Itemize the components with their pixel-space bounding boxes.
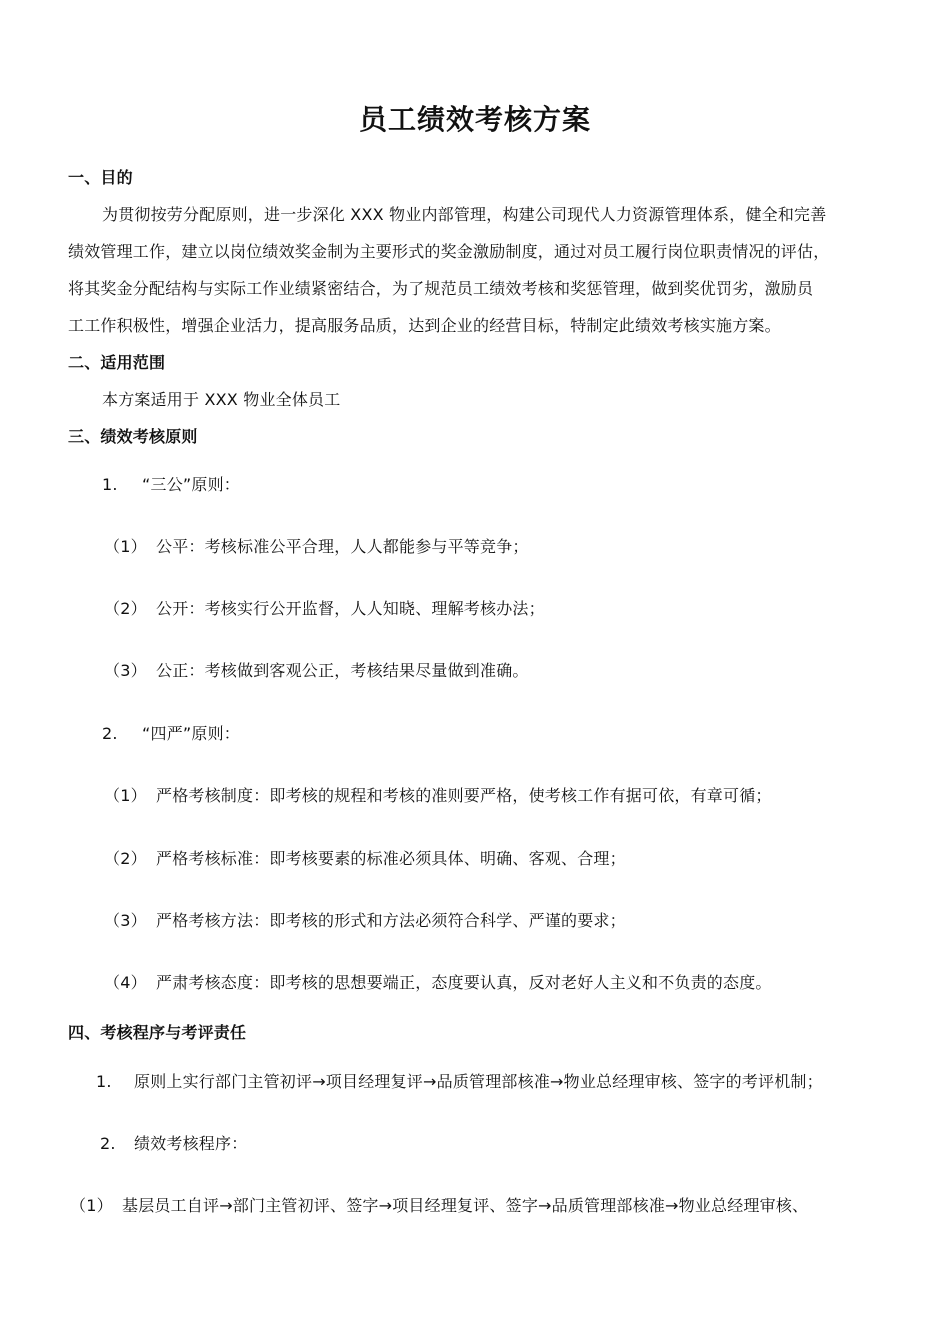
principle-2-item-1-text: 严格考核制度：即考核的规程和考核的准则要严格，使考核工作有据可依，有章可循；: [156, 786, 772, 805]
principle-2-item-2-number: （2）: [104, 849, 147, 868]
purpose-paragraph-line: 绩效管理工作，建立以岗位绩效奖金制为主要形式的奖金激励制度，通过对员工履行岗位职责情况的评估，: [68, 242, 830, 261]
purpose-paragraph-line: 为贯彻按劳分配原则，进一步深化 XXX 物业内部管理，构建公司现代人力资源管理体系，健全和完善: [102, 205, 827, 224]
principle-2-item-1-number: （1）: [104, 786, 147, 805]
principle-2-item-3-text: 严格考核方法：即考核的形式和方法必须符合科学、严谨的要求；: [156, 911, 626, 930]
section-heading-purpose: 一、目的: [68, 168, 133, 187]
purpose-paragraph-line: 将其奖金分配结构与实际工作业绩紧密结合，为了规范员工绩效考核和奖惩管理，做到奖优罚劣，激励员: [68, 279, 814, 298]
principle-2-item-3-number: （3）: [104, 911, 147, 930]
principle-2-number: 2.: [102, 724, 118, 743]
principle-1-item-3-number: （3）: [104, 661, 147, 680]
principle-1-item-1-number: （1）: [104, 537, 147, 556]
principle-2-label: “四严”原则：: [142, 724, 240, 743]
principle-1-item-3-text: 公正：考核做到客观公正，考核结果尽量做到准确。: [156, 661, 529, 680]
document-title: 员工绩效考核方案: [358, 103, 591, 136]
principle-1-item-2-number: （2）: [104, 599, 147, 618]
procedure-item-1-text: 原则上实行部门主管初评→项目经理复评→品质管理部核准→物业总经理审核、签字的考评机制；: [134, 1072, 823, 1091]
principle-1-number: 1.: [102, 475, 118, 494]
procedure-item-2-text: 绩效考核程序：: [134, 1134, 248, 1153]
scope-paragraph: 本方案适用于 XXX 物业全体员工: [102, 390, 341, 409]
section-heading-procedure: 四、考核程序与考评责任: [68, 1023, 247, 1042]
procedure-item-2-number: 2.: [100, 1134, 116, 1153]
procedure-sub-1-text: 基层员工自评→部门主管初评、签字→项目经理复评、签字→品质管理部核准→物业总经理审核、: [122, 1196, 809, 1215]
procedure-sub-1-number: （1）: [70, 1196, 113, 1215]
procedure-item-1-number: 1.: [96, 1072, 112, 1091]
principle-2-item-2-text: 严格考核标准：即考核要素的标准必须具体、明确、客观、合理；: [156, 849, 626, 868]
section-heading-scope: 二、适用范围: [68, 353, 166, 372]
principle-1-label: “三公”原则：: [142, 475, 240, 494]
principle-1-item-1-text: 公平：考核标准公平合理，人人都能参与平等竞争；: [156, 537, 529, 556]
section-heading-principles: 三、绩效考核原则: [68, 427, 198, 446]
principle-2-item-4-number: （4）: [104, 973, 147, 992]
principle-1-item-2-text: 公开：考核实行公开监督，人人知晓、理解考核办法；: [156, 599, 545, 618]
principle-2-item-4-text: 严肃考核态度：即考核的思想要端正，态度要认真，反对老好人主义和不负责的态度。: [156, 973, 772, 992]
purpose-paragraph-line: 工工作积极性，增强企业活力，提高服务品质，达到企业的经营目标，特制定此绩效考核实施方案。: [68, 316, 781, 335]
